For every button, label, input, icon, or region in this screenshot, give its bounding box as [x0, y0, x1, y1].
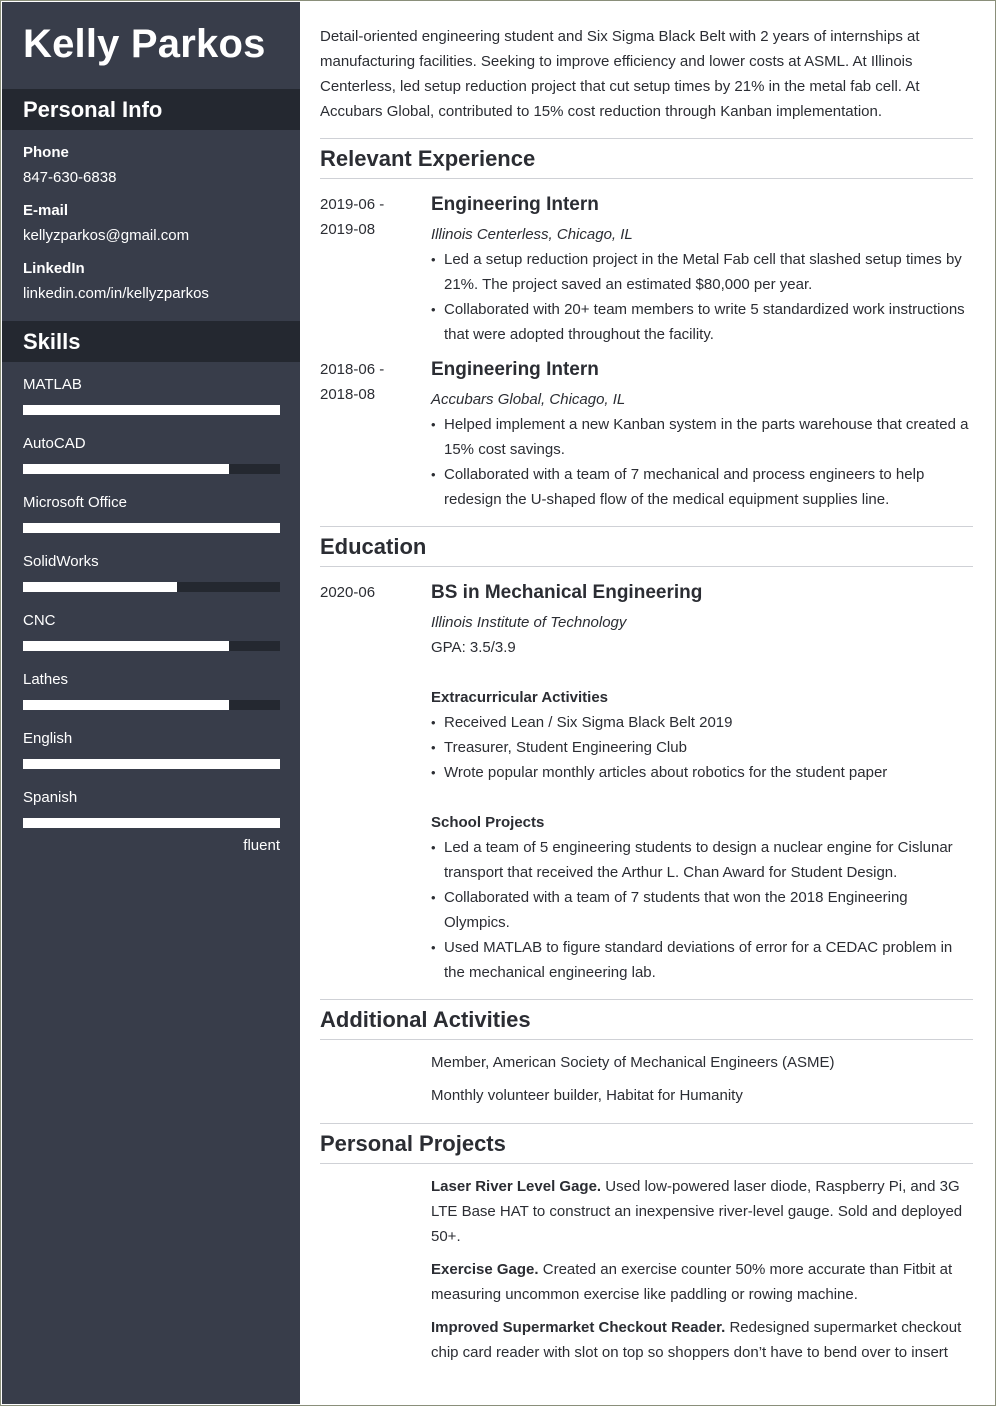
phone-value: 847-630-6838 — [23, 169, 117, 186]
list-item: • Collaborated with a team of 7 mechanical and process engineers to help redesign the U-shaped flow of the medical equipment supplies line. — [431, 462, 973, 512]
list-item: • Collaborated with 20+ team members to write 5 standardized work instructions that were adopted throughout the facility. — [431, 297, 973, 347]
skill-name: English — [23, 730, 73, 747]
project-item — [431, 1174, 973, 1249]
list-item: • Received Lean / Six Sigma Black Belt 2019 — [431, 710, 973, 735]
job-title: Engineering Intern — [431, 194, 599, 215]
school: Illinois Institute of Technology — [431, 614, 627, 631]
job-company: Illinois Centerless, Chicago, IL — [431, 226, 633, 243]
skill-name: Microsoft Office — [23, 494, 127, 511]
list-item: • Led a setup reduction project in the Metal Fab cell that slashed setup times by 21%. The project saved an estimated $80,000 per year. — [431, 247, 973, 297]
project-text: Redesigned supermarket checkout chip card reader with slot on top so shoppers don’t have to bend over to insert — [431, 1319, 962, 1361]
email-label: E-mail — [23, 202, 69, 219]
candidate-name: Kelly Parkos — [23, 22, 266, 66]
job-entry — [431, 193, 973, 347]
project-text: Created an exercise counter 50% more accurate than Fitbit at measuring uncommon exercise like paddling or rowing machine. — [431, 1261, 953, 1303]
additional-list — [431, 1050, 973, 1108]
skill-name: Lathes — [23, 671, 69, 688]
project-item — [431, 1315, 973, 1365]
job-bullets — [431, 247, 973, 347]
experience-heading: Relevant Experience — [320, 146, 536, 171]
project-item — [431, 1257, 973, 1307]
project-title: Improved Supermarket Checkout Reader. — [431, 1319, 726, 1336]
skill-bar-fill — [23, 700, 229, 710]
job-title: Engineering Intern — [431, 359, 599, 380]
skill-bar — [23, 523, 280, 533]
list-item: • Wrote popular monthly articles about robotics for the student paper — [431, 760, 973, 785]
extracurricular-heading: Extracurricular Activities — [431, 689, 609, 706]
skill-name: Spanish — [23, 789, 78, 806]
spacer — [431, 785, 973, 810]
skill-name: SolidWorks — [23, 553, 99, 570]
education-entry — [431, 581, 973, 985]
project-title: Exercise Gage. — [431, 1261, 539, 1278]
job-date — [320, 192, 420, 242]
job-date-start: 2018-06 - — [320, 361, 385, 378]
sidebar — [2, 2, 300, 1404]
skill-name: AutoCAD — [23, 435, 86, 452]
skill-bar-fill — [23, 759, 280, 769]
job-bullets — [431, 412, 973, 512]
skill-bar-fill — [23, 818, 280, 828]
job-date — [320, 357, 420, 407]
skill-bar — [23, 759, 280, 769]
divider — [320, 999, 973, 1000]
job-date-start: 2019-06 - — [320, 196, 385, 213]
school-projects-heading: School Projects — [431, 814, 545, 831]
skill-level-label: fluent — [243, 837, 280, 854]
divider — [320, 566, 973, 567]
education-date: 2020-06 — [320, 584, 376, 601]
job-date-end: 2019-08 — [320, 221, 376, 238]
list-item: Monthly volunteer builder, Habitat for Humanity — [431, 1087, 743, 1104]
list-item: • Collaborated with a team of 7 students that won the 2018 Engineering Olympics. — [431, 885, 973, 935]
project-text: Used low-powered laser diode, Raspberry Pi, and 3G LTE Base HAT to construct an inexpensive river-level gauge. Sold and deployed 50+. — [431, 1178, 963, 1245]
job-entry — [431, 358, 973, 512]
divider — [320, 178, 973, 179]
email-value: kellyzparkos@gmail.com — [23, 227, 190, 244]
divider — [320, 526, 973, 527]
personal-projects-heading: Personal Projects — [320, 1131, 506, 1156]
divider — [320, 1039, 973, 1040]
list-item: Member, American Society of Mechanical Engineers (ASME) — [431, 1054, 835, 1071]
job-date-end: 2018-08 — [320, 386, 376, 403]
linkedin-value: linkedin.com/in/kellyzparkos — [23, 285, 209, 302]
skill-bar — [23, 464, 280, 474]
skills-heading: Skills — [2, 321, 300, 362]
education-heading: Education — [320, 534, 427, 559]
personal-info-heading: Personal Info — [2, 89, 300, 130]
skill-bar-fill — [23, 405, 280, 415]
skill-bar — [23, 700, 280, 710]
skill-bar — [23, 405, 280, 415]
list-item: • Helped implement a new Kanban system in the parts warehouse that created a 15% cost savings. — [431, 412, 973, 462]
job-company: Accubars Global, Chicago, IL — [431, 391, 626, 408]
summary: Detail-oriented engineering student and Six Sigma Black Belt with 2 years of internships at manufacturing facilities. Seeking to improve efficiency and lower costs at ASML. At Illinois Centerless, led setup reduction project that cut setup times by 21% in the metal fab cell. At Accubars Global, contributed to 15% cost reduction through Kanban implementation. — [320, 28, 920, 120]
skill-bar — [23, 818, 280, 828]
skill-name: MATLAB — [23, 376, 82, 393]
skill-bar-fill — [23, 641, 229, 651]
gpa: GPA: 3.5/3.9 — [431, 639, 516, 656]
extracurricular-list — [431, 710, 973, 785]
skill-bar-fill — [23, 582, 177, 592]
spacer — [431, 660, 973, 685]
divider — [320, 138, 973, 139]
phone-label: Phone — [23, 144, 69, 161]
additional-heading: Additional Activities — [320, 1007, 531, 1032]
skill-bar — [23, 582, 280, 592]
project-title: Laser River Level Gage. — [431, 1178, 602, 1195]
list-item: • Treasurer, Student Engineering Club — [431, 735, 973, 760]
list-item: • Led a team of 5 engineering students to design a nuclear engine for Cislunar transport that received the Arthur L. Chan Award for Student Design. — [431, 835, 973, 885]
school-projects-list — [431, 835, 973, 985]
linkedin-label: LinkedIn — [23, 260, 85, 277]
skill-name: CNC — [23, 612, 56, 629]
skill-bar-fill — [23, 523, 280, 533]
skill-bar — [23, 641, 280, 651]
degree: BS in Mechanical Engineering — [431, 582, 703, 603]
personal-projects-list — [431, 1174, 973, 1365]
divider — [320, 1163, 973, 1164]
skill-bar-fill — [23, 464, 229, 474]
divider — [320, 1123, 973, 1124]
list-item: • Used MATLAB to figure standard deviations of error for a CEDAC problem in the mechanical engineering lab. — [431, 935, 973, 985]
